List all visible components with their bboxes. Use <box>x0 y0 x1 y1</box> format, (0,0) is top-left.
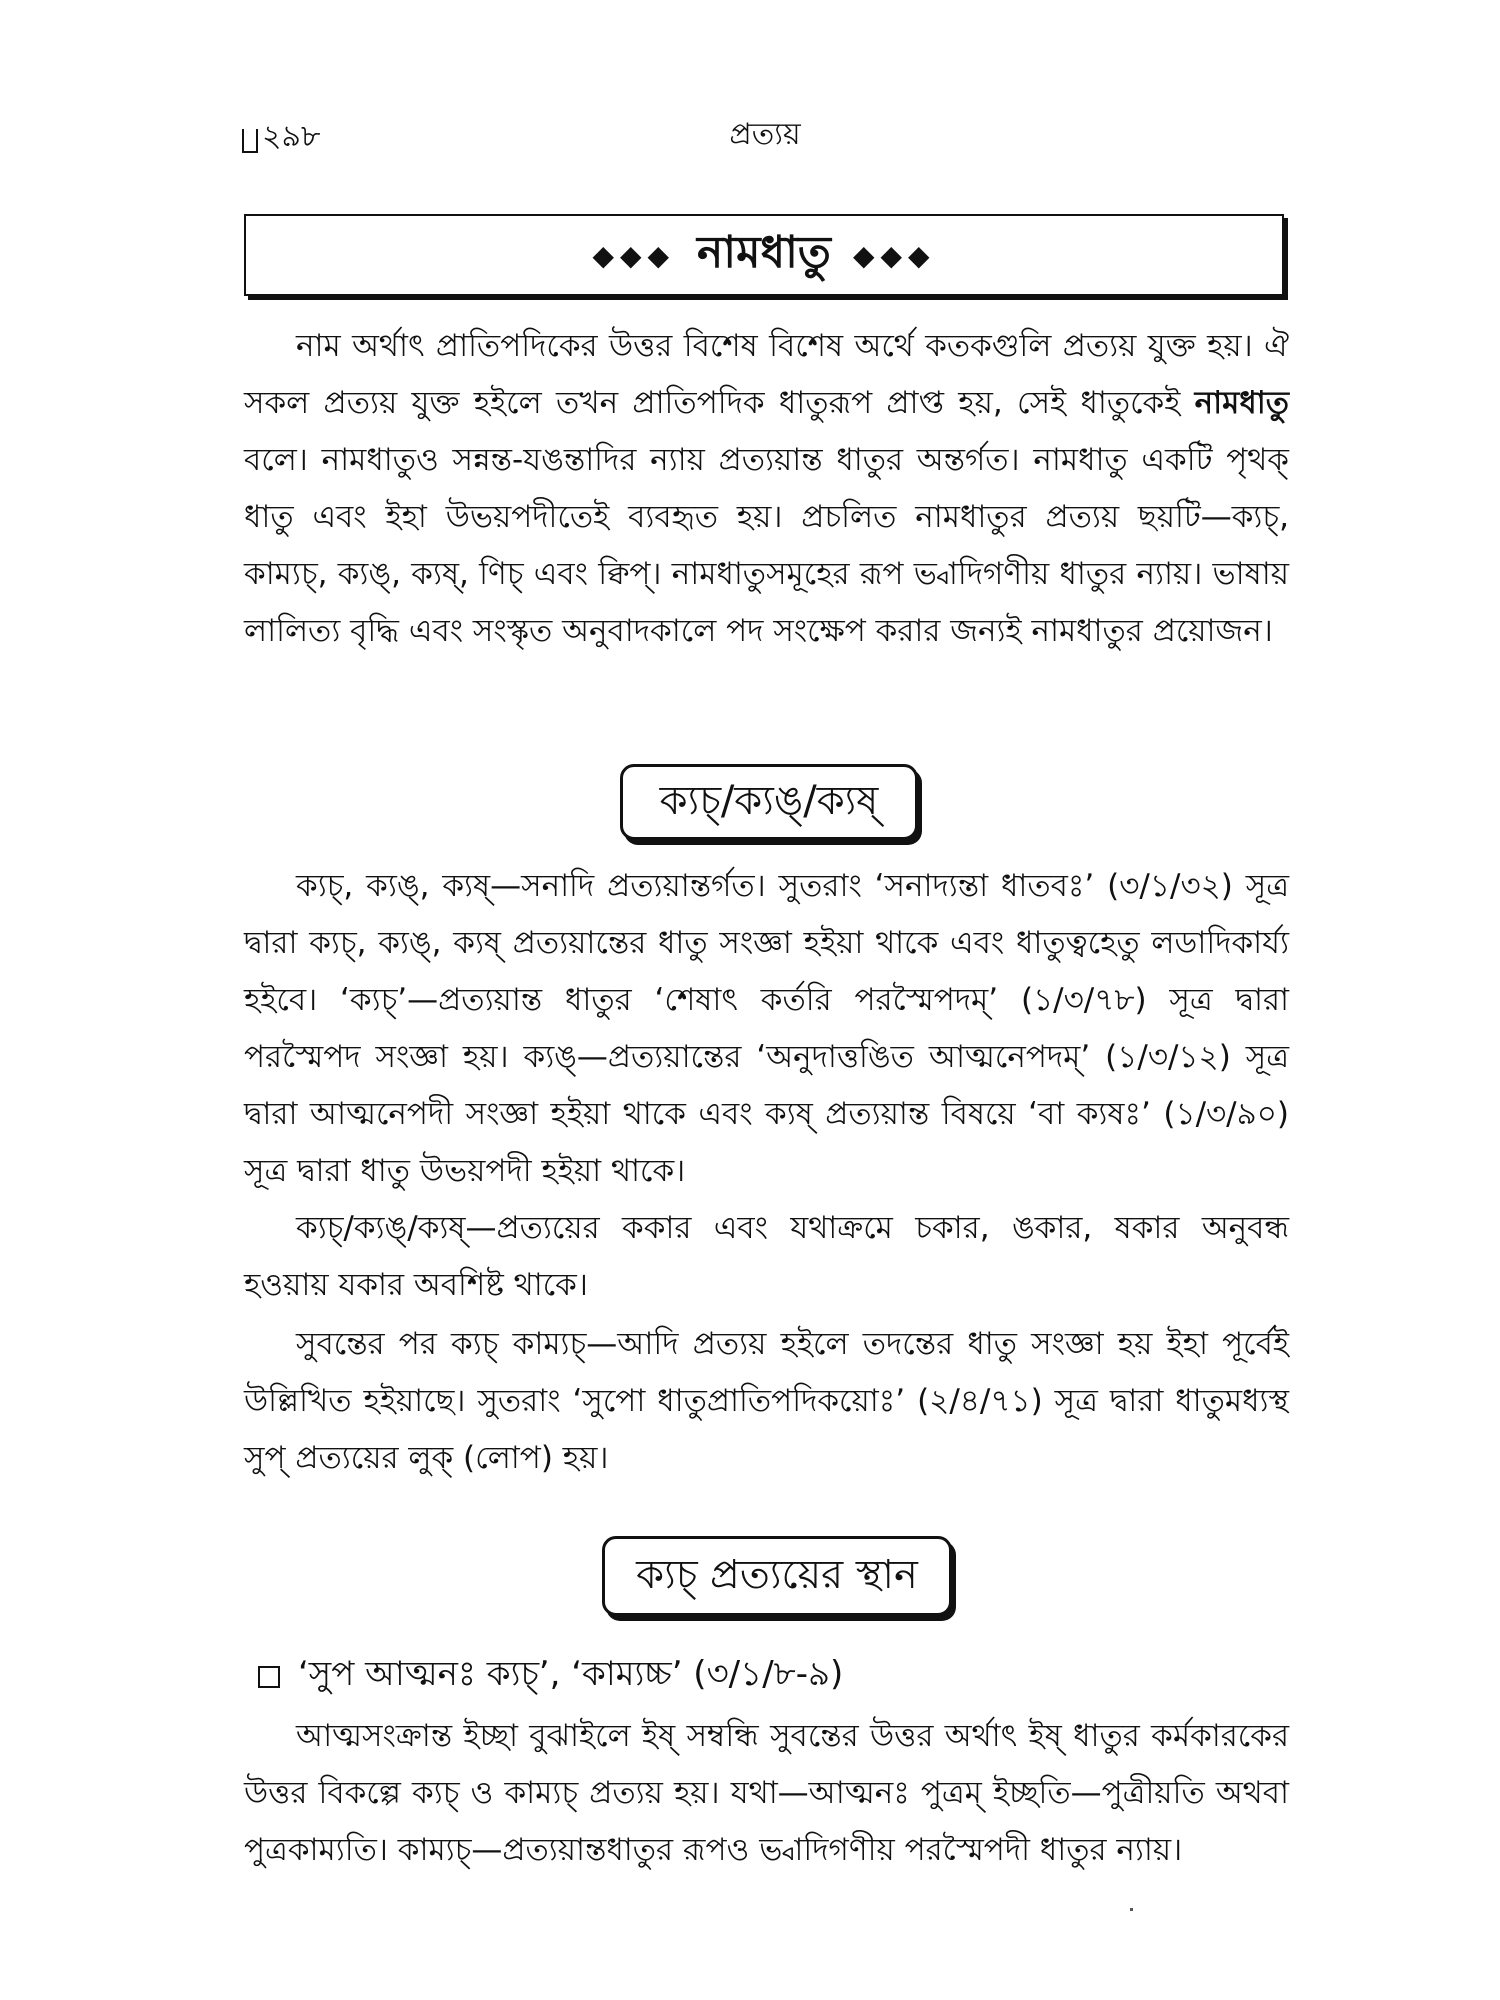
page-number-text: ২৯৮ <box>262 119 321 154</box>
intro-text-1: নাম অর্থাৎ প্রাতিপদিকের উত্তর বিশেষ বিশেষ অর্থে কতকগুলি প্রত্যয় যুক্ত হয়। ঐ সকল প্রত্যয় যুক্ত হইলে তখন প্রাতিপদিক ধাতুরূপ প্রাপ্ত হয়, সেই ধাতুকেই <box>244 328 1289 421</box>
chapter-title-box <box>244 214 1284 296</box>
rule-heading-text: ‘সুপ আত্মনঃ ক্যচ্’, ‘কাম্যচ্চ’ (৩/১/৮-৯) <box>298 1654 844 1694</box>
section-heading-kyach-sthan: ক্যচ্ প্রত্যয়ের স্থান <box>602 1536 952 1616</box>
rule-heading <box>258 1648 843 1705</box>
intro-text-2: বলে। নামধাতুও সন্নন্ত-যঙন্তাদির ন্যায় প্রত্যয়ান্ত ধাতুর অন্তর্গত। নামধাতু একটি পৃথক্ ধাতু এবং ইহা উভয়পদীতেই ব্যবহৃত হয়। প্রচলিত নামধাতুর প্রত্যয় ছয়টি—ক্যচ্, কাম্যচ্, ক্যঙ্, ক্যষ্, ণিচ্ এবং ক্বিপ্। নামধাতুসমূহের রূপ ভ্বাদিগণীয় ধাতুর ন্যায়। ভাষায় লালিত্য বৃদ্ধি এবং সংস্কৃত অনুবাদকালে পদ সংক্ষেপ করার জন্যই নামধাতুর প্রয়োজন। <box>244 442 1289 649</box>
scan-speck <box>1130 1908 1133 1911</box>
intro-bold-term: নামধাতু <box>1194 385 1289 421</box>
section1-paragraph-1: ক্যচ্, ক্যঙ্, ক্যষ্—সনাদি প্রত্যয়ান্তর্গত। সুতরাং ‘সনাদ্যন্তা ধাতবঃ’ (৩/১/৩২) সূত্র দ্বারা ক্যচ্, ক্যঙ্, ক্যষ্ প্রত্যয়ান্তের ধাতু সংজ্ঞা হইয়া থাকে এবং ধাতুত্বহেতু লডাদিকার্য্য হইবে। ‘ক্যচ্’—প্রত্যয়ান্ত ধাতুর ‘শেষাৎ কর্তরি পরস্মৈপদম্’ (১/৩/৭৮) সূত্র দ্বারা পরস্মৈপদ সংজ্ঞা হয়। ক্যঙ্—প্রত্যয়ান্তের ‘অনুদাত্তঙিত আত্মনেপদম্’ (১/৩/১২) সূত্র দ্বারা আত্মনেপদী সংজ্ঞা হইয়া থাকে এবং ক্যষ্ প্রত্যয়ান্ত বিষয়ে ‘বা ক্যষঃ’ (১/৩/৯০) সূত্র দ্বারা ধাতু উভয়পদী হইয়া থাকে। <box>244 868 1289 1189</box>
intro-paragraph <box>244 318 1289 660</box>
section1-paragraph-2: ক্যচ্/ক্যঙ্/ক্যষ্—প্রত্যয়ের ককার এবং যথাক্রমে চকার, ঙকার, ষকার অনুবন্ধ হওয়ায় যকার অবশিষ্ট থাকে। <box>244 1210 1289 1303</box>
section1-paragraph-3: সুবন্তের পর ক্যচ্ কাম্যচ্—আদি প্রত্যয় হইলে তদন্তের ধাতু সংজ্ঞা হয় ইহা পূর্বেই উল্লিখিত হইয়াছে। সুতরাং ‘সুপো ধাতুপ্রাতিপদিকয়োঃ’ (২/৪/৭১) সূত্র দ্বারা ধাতুমধ্যস্থ সুপ্ প্রত্যয়ের লুক্ (লোপ) হয়। <box>244 1326 1289 1476</box>
section2-paragraph: আত্মসংক্রান্ত ইচ্ছা বুঝাইলে ইষ্ সম্বন্ধি সুবন্তের উত্তর অর্থাৎ ইষ্ ধাতুর কর্মকারকের উত্তর বিকল্পে ক্যচ্ ও কাম্যচ্ প্রত্যয় হয়। যথা—আত্মনঃ পুত্রম্ ইচ্ছতি—পুত্রীয়তি অথবা পুত্রকাম্যতি। কাম্যচ্—প্রত্যয়ান্তধাতুর রূপও ভ্বাদিগণীয় পরস্মৈপদী ধাতুর ন্যায়। <box>244 1718 1289 1868</box>
ornament-left-icon: ◆◆◆ <box>592 238 676 272</box>
running-title: প্রত্যয় <box>729 117 801 152</box>
chapter-title: নামধাতু <box>697 226 831 278</box>
section-heading-kyach: ক্যচ্/ক্যঙ্/ক্যষ্ <box>620 764 918 840</box>
ornament-right-icon: ◆◆◆ <box>852 238 936 272</box>
square-bullet-icon <box>258 1666 280 1688</box>
